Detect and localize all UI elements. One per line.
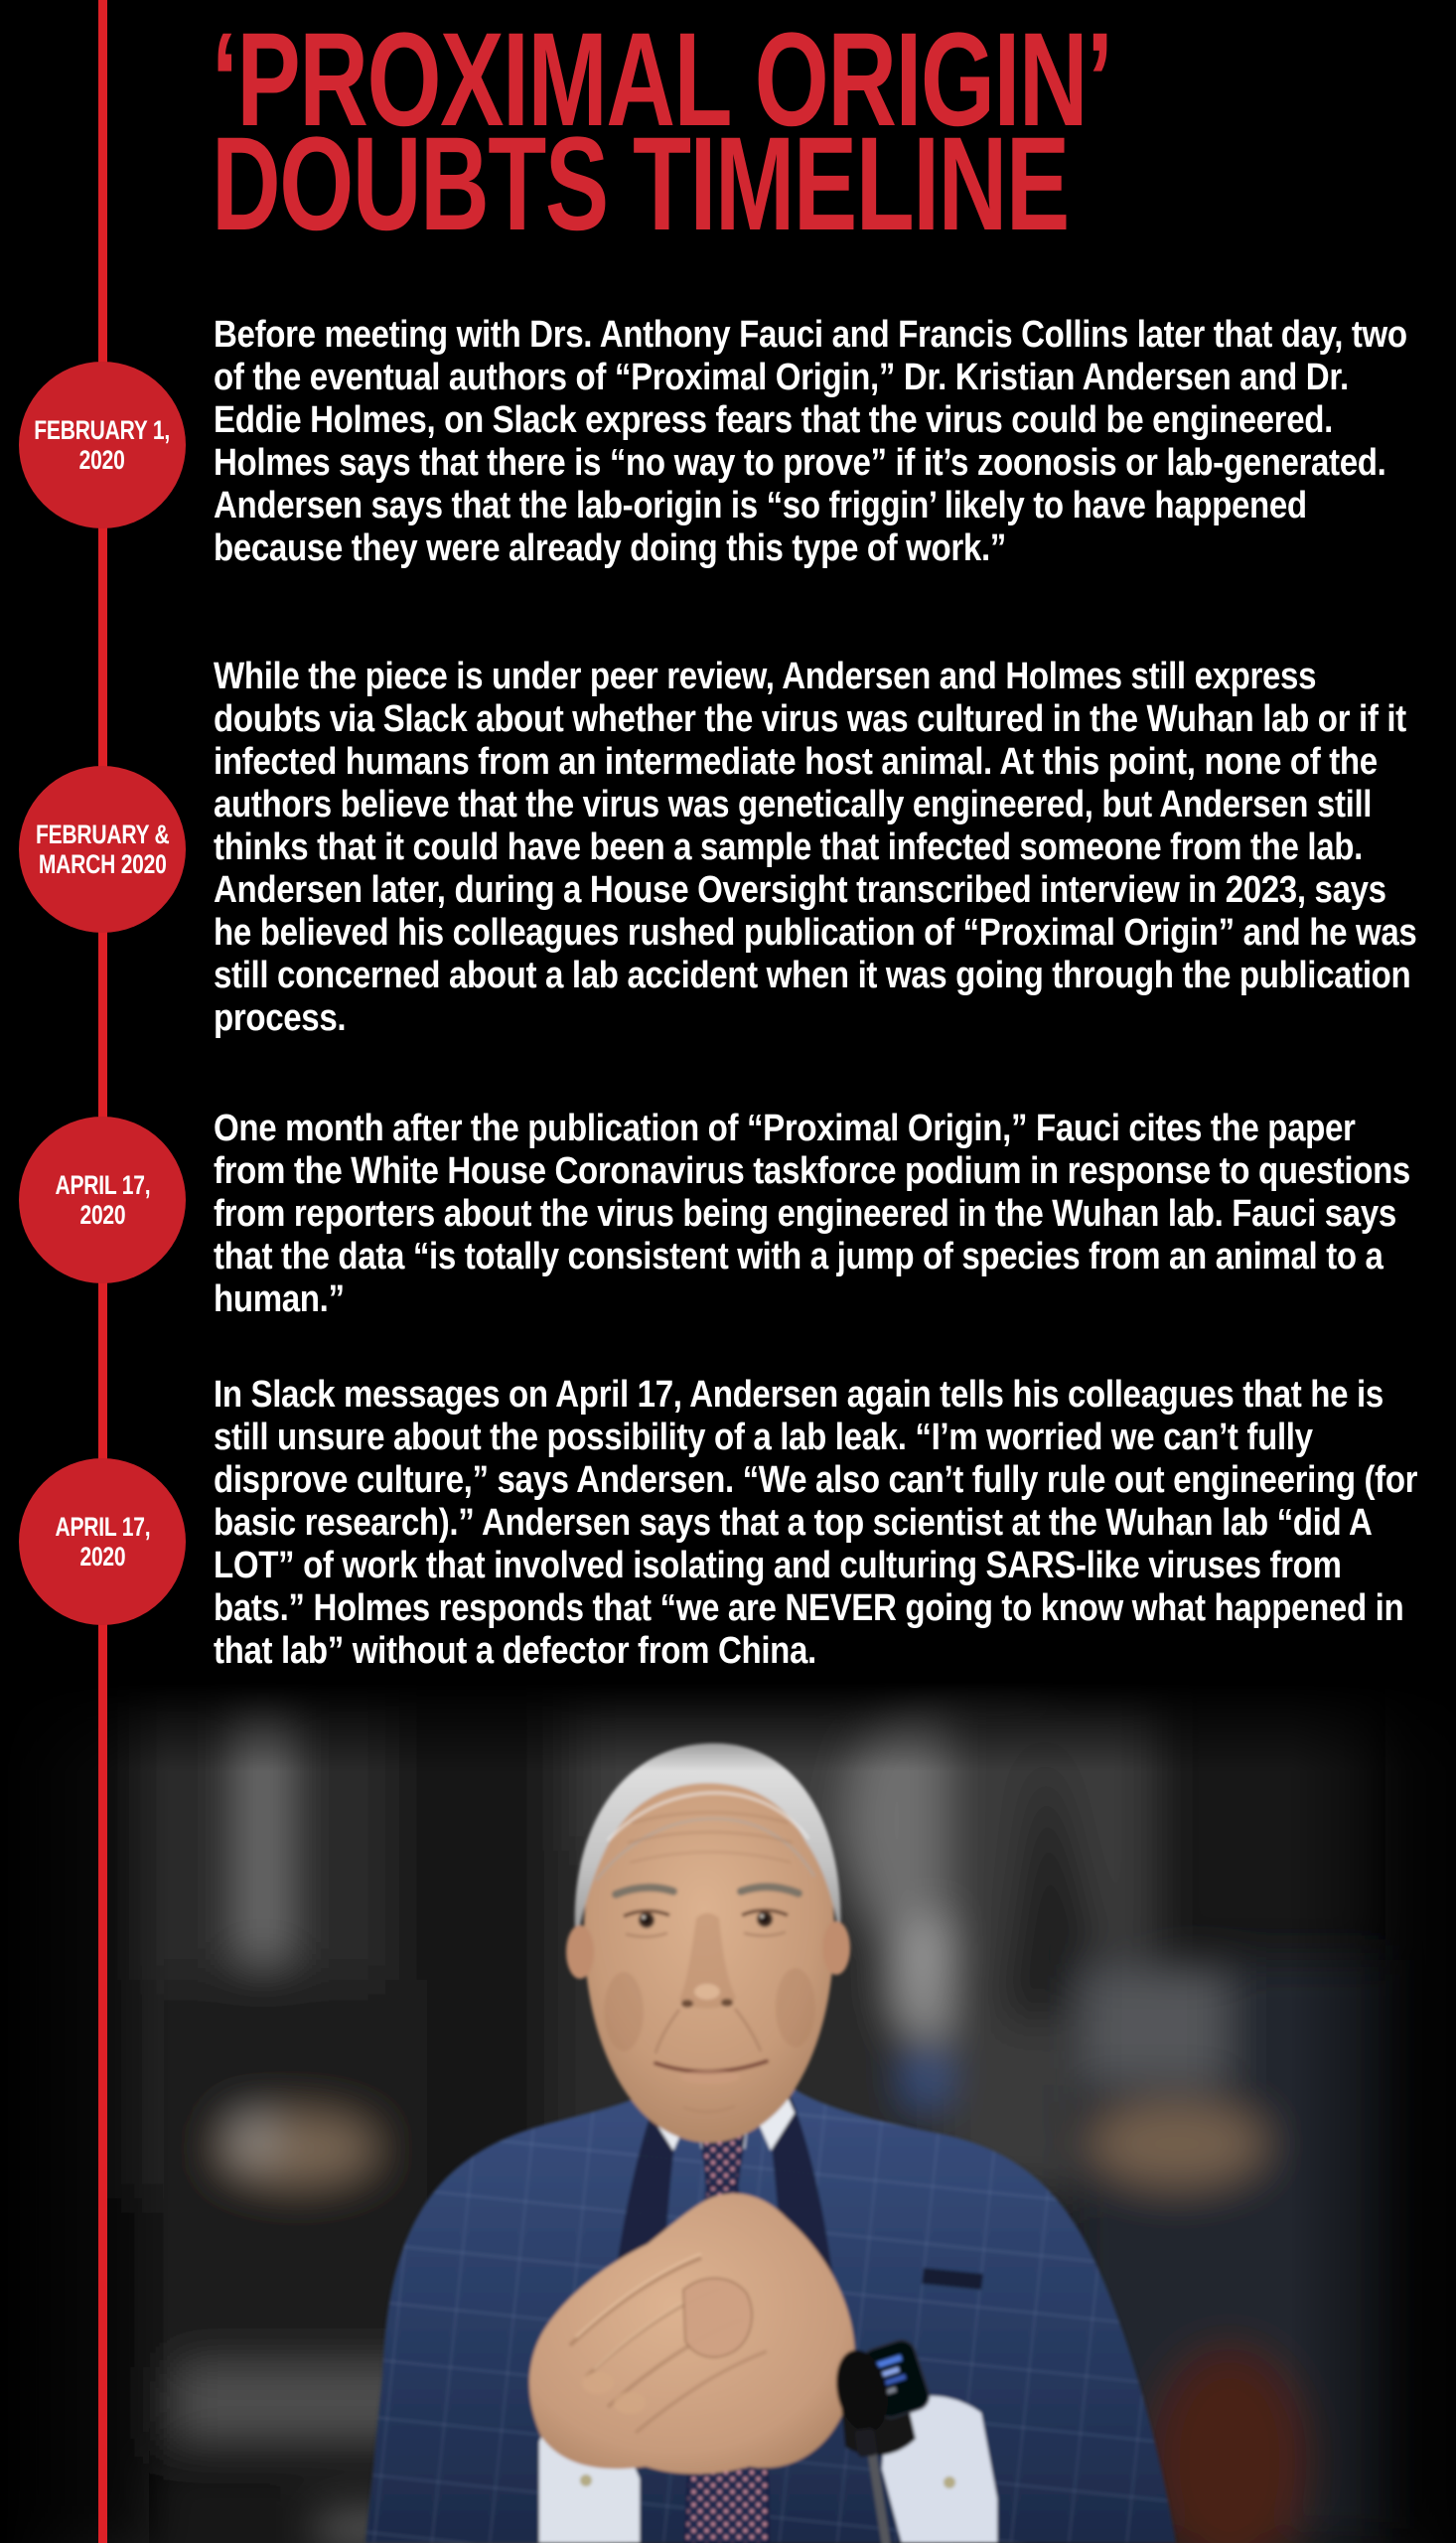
badge-2-date-line-2: MARCH 2020 — [38, 849, 167, 879]
timeline-badge-2-date — [36, 820, 170, 879]
timeline-badge-4 — [19, 1458, 186, 1625]
timeline-badge-2 — [19, 766, 186, 933]
timeline-entry-3-text: One month after the publication of “Proximal Origin,” Fauci cites the paper from the White House Coronavirus taskforce podium in response to questions from reporters about the virus being engineered in the Wuhan lab. Fauci says that the data “is totally consistent with a jump of species from an animal to a human.” — [214, 1108, 1410, 1320]
timeline-entry-1-text: Before meeting with Drs. Anthony Fauci and Francis Collins later that day, two of the eventual authors of “Proximal Origin,” Dr. Kristian Andersen and Dr. Eddie Holmes, on Slack express fears that the virus could be engineered. Holmes says that there is “no way to prove” if it’s zoonosis or lab-generated. Andersen says that the lab-origin is “so friggin’ likely to have happened because they were already doing this type of work.” — [214, 314, 1407, 569]
fauci-photo — [0, 1682, 1456, 2543]
badge-1-date-line-1: FEBRUARY 1, — [34, 415, 171, 445]
badge-3-date-line-2: 2020 — [79, 1200, 125, 1230]
title-line-1: ‘PROXIMAL ORIGIN’ — [212, 6, 1112, 154]
fauci-right-cheek-shading — [776, 1968, 815, 2047]
timeline-entry-4-text: In Slack messages on April 17, Andersen again tells his colleagues that he is still unsure about the possibility of a lab leak. “I’m worried we can’t fully disprove culture,” says Andersen. “We also can’t fully rule out engineering (for basic research).” Andersen says that a top scientist at the Wuhan lab “did A LOT” of work that involved isolating and culturing SARS-like viruses from bats.” Holmes responds that “we are NEVER going to know what happened in that lab” without a defector from China. — [214, 1374, 1418, 1672]
title-line-2: DOUBTS TIMELINE — [212, 110, 1069, 258]
timeline-badge-4-date — [55, 1512, 150, 1571]
fauci-right-ear — [822, 1921, 850, 1975]
page-title — [212, 6, 1112, 258]
badge-4-date-line-1: APRIL 17, — [55, 1512, 150, 1542]
timeline-badge-1 — [19, 362, 186, 528]
timeline-badge-3 — [19, 1117, 186, 1283]
badge-4-date-line-2: 2020 — [79, 1542, 125, 1571]
timeline-badge-1-date — [35, 415, 171, 475]
badge-1-date-line-2: 2020 — [79, 445, 125, 475]
badge-3-date-line-1: APRIL 17, — [55, 1170, 150, 1200]
timeline-entry-2-text: While the piece is under peer review, Andersen and Holmes still express doubts via Slack about whether the virus was cultured in the Wuhan lab or if it infected humans from an intermediate host animal. At this point, none of the authors believe that the virus was genetically engineered, but Andersen still thinks that it could have been a sample that infected someone from the lab. Andersen later, during a House Oversight transcribed interview in 2023, says he believed his colleagues rushed publication of “Proximal Origin” and he was still concerned about a lab accident when it was going through the publication process. — [214, 656, 1417, 1039]
badge-2-date-line-1: FEBRUARY & — [35, 820, 170, 849]
fauci-left-ear — [566, 1925, 594, 1979]
timeline-badge-3-date — [55, 1170, 150, 1230]
fauci-left-cheek-shading — [604, 1972, 644, 2051]
